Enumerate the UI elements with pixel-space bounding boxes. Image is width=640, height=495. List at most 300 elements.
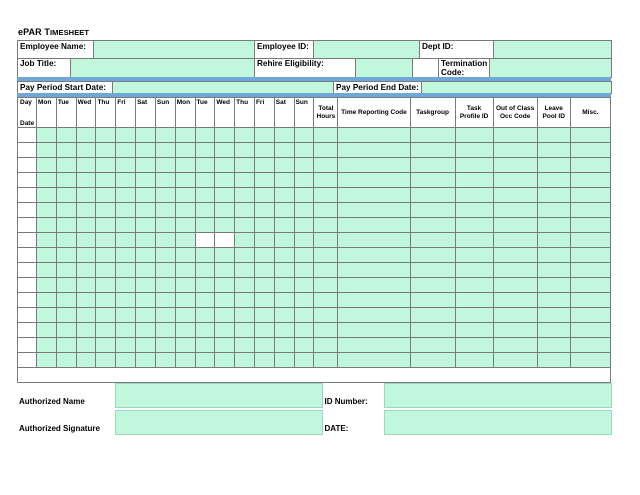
rehire-eligibility-input[interactable]	[356, 59, 413, 78]
hours-cell[interactable]	[155, 128, 175, 143]
leave-pool-id-cell[interactable]	[537, 158, 570, 173]
hours-cell[interactable]	[195, 128, 215, 143]
hours-cell[interactable]	[37, 173, 57, 188]
taskgroup-cell[interactable]	[410, 218, 455, 233]
hours-cell[interactable]	[274, 143, 294, 158]
hours-cell[interactable]	[96, 143, 116, 158]
job-title-input[interactable]	[71, 59, 255, 78]
hours-cell[interactable]	[155, 158, 175, 173]
hours-cell[interactable]	[37, 338, 57, 353]
hours-cell[interactable]	[37, 248, 57, 263]
hours-cell[interactable]	[76, 308, 96, 323]
hours-cell[interactable]	[274, 323, 294, 338]
hours-cell[interactable]	[254, 158, 274, 173]
hours-cell[interactable]	[254, 143, 274, 158]
hours-cell[interactable]	[136, 188, 156, 203]
out-of-class-cell[interactable]	[493, 158, 537, 173]
out-of-class-cell[interactable]	[493, 308, 537, 323]
hours-cell[interactable]	[175, 293, 195, 308]
hours-cell[interactable]	[215, 233, 235, 248]
hours-cell[interactable]	[96, 248, 116, 263]
hours-cell[interactable]	[76, 158, 96, 173]
hours-cell[interactable]	[215, 263, 235, 278]
taskgroup-cell[interactable]	[410, 233, 455, 248]
time-reporting-code-cell[interactable]	[338, 278, 410, 293]
hours-cell[interactable]	[76, 128, 96, 143]
hours-cell[interactable]	[76, 218, 96, 233]
hours-cell[interactable]	[274, 263, 294, 278]
hours-cell[interactable]	[195, 308, 215, 323]
leave-pool-id-cell[interactable]	[537, 128, 570, 143]
taskgroup-cell[interactable]	[410, 338, 455, 353]
hours-cell[interactable]	[116, 233, 136, 248]
hours-cell[interactable]	[175, 188, 195, 203]
hours-cell[interactable]	[235, 293, 255, 308]
hours-cell[interactable]	[76, 353, 96, 368]
hours-cell[interactable]	[215, 278, 235, 293]
hours-cell[interactable]	[235, 188, 255, 203]
hours-cell[interactable]	[254, 263, 274, 278]
total-hours-cell[interactable]	[314, 143, 338, 158]
hours-cell[interactable]	[96, 188, 116, 203]
leave-pool-id-cell[interactable]	[537, 248, 570, 263]
hours-cell[interactable]	[155, 188, 175, 203]
task-profile-id-cell[interactable]	[455, 263, 493, 278]
taskgroup-cell[interactable]	[410, 173, 455, 188]
misc-cell[interactable]	[570, 158, 610, 173]
hours-cell[interactable]	[294, 173, 314, 188]
task-profile-id-cell[interactable]	[455, 308, 493, 323]
termination-code-input[interactable]	[490, 59, 612, 78]
hours-cell[interactable]	[175, 158, 195, 173]
id-number-input[interactable]	[384, 384, 611, 408]
hours-cell[interactable]	[294, 338, 314, 353]
total-hours-cell[interactable]	[314, 173, 338, 188]
time-reporting-code-cell[interactable]	[338, 293, 410, 308]
out-of-class-cell[interactable]	[493, 218, 537, 233]
hours-cell[interactable]	[136, 203, 156, 218]
time-reporting-code-cell[interactable]	[338, 173, 410, 188]
hours-cell[interactable]	[294, 353, 314, 368]
misc-cell[interactable]	[570, 308, 610, 323]
date-cell[interactable]	[18, 173, 37, 188]
taskgroup-cell[interactable]	[410, 353, 455, 368]
total-hours-cell[interactable]	[314, 278, 338, 293]
hours-cell[interactable]	[116, 353, 136, 368]
hours-cell[interactable]	[96, 203, 116, 218]
hours-cell[interactable]	[116, 128, 136, 143]
hours-cell[interactable]	[96, 233, 116, 248]
hours-cell[interactable]	[294, 248, 314, 263]
hours-cell[interactable]	[215, 143, 235, 158]
hours-cell[interactable]	[294, 188, 314, 203]
hours-cell[interactable]	[235, 278, 255, 293]
hours-cell[interactable]	[76, 278, 96, 293]
misc-cell[interactable]	[570, 278, 610, 293]
hours-cell[interactable]	[136, 293, 156, 308]
hours-cell[interactable]	[235, 308, 255, 323]
hours-cell[interactable]	[235, 248, 255, 263]
task-profile-id-cell[interactable]	[455, 128, 493, 143]
hours-cell[interactable]	[56, 233, 76, 248]
total-hours-cell[interactable]	[314, 158, 338, 173]
taskgroup-cell[interactable]	[410, 158, 455, 173]
date-cell[interactable]	[18, 293, 37, 308]
hours-cell[interactable]	[56, 203, 76, 218]
leave-pool-id-cell[interactable]	[537, 263, 570, 278]
hours-cell[interactable]	[274, 218, 294, 233]
hours-cell[interactable]	[175, 353, 195, 368]
hours-cell[interactable]	[195, 233, 215, 248]
date-cell[interactable]	[18, 233, 37, 248]
hours-cell[interactable]	[235, 173, 255, 188]
hours-cell[interactable]	[96, 128, 116, 143]
leave-pool-id-cell[interactable]	[537, 323, 570, 338]
hours-cell[interactable]	[116, 143, 136, 158]
authorized-name-input[interactable]	[115, 384, 322, 408]
task-profile-id-cell[interactable]	[455, 323, 493, 338]
total-hours-cell[interactable]	[314, 308, 338, 323]
misc-cell[interactable]	[570, 128, 610, 143]
leave-pool-id-cell[interactable]	[537, 173, 570, 188]
task-profile-id-cell[interactable]	[455, 278, 493, 293]
hours-cell[interactable]	[274, 203, 294, 218]
hours-cell[interactable]	[235, 143, 255, 158]
total-hours-cell[interactable]	[314, 218, 338, 233]
hours-cell[interactable]	[155, 203, 175, 218]
hours-cell[interactable]	[254, 293, 274, 308]
hours-cell[interactable]	[215, 353, 235, 368]
hours-cell[interactable]	[235, 323, 255, 338]
hours-cell[interactable]	[56, 128, 76, 143]
misc-cell[interactable]	[570, 353, 610, 368]
hours-cell[interactable]	[175, 218, 195, 233]
out-of-class-cell[interactable]	[493, 233, 537, 248]
hours-cell[interactable]	[274, 233, 294, 248]
hours-cell[interactable]	[37, 218, 57, 233]
taskgroup-cell[interactable]	[410, 188, 455, 203]
out-of-class-cell[interactable]	[493, 128, 537, 143]
misc-cell[interactable]	[570, 248, 610, 263]
hours-cell[interactable]	[96, 278, 116, 293]
hours-cell[interactable]	[195, 248, 215, 263]
taskgroup-cell[interactable]	[410, 278, 455, 293]
hours-cell[interactable]	[76, 143, 96, 158]
hours-cell[interactable]	[116, 323, 136, 338]
date-cell[interactable]	[18, 203, 37, 218]
hours-cell[interactable]	[294, 233, 314, 248]
out-of-class-cell[interactable]	[493, 263, 537, 278]
hours-cell[interactable]	[56, 173, 76, 188]
hours-cell[interactable]	[175, 173, 195, 188]
dept-id-input[interactable]	[494, 41, 612, 60]
hours-cell[interactable]	[56, 293, 76, 308]
hours-cell[interactable]	[136, 308, 156, 323]
hours-cell[interactable]	[294, 263, 314, 278]
hours-cell[interactable]	[294, 218, 314, 233]
hours-cell[interactable]	[56, 188, 76, 203]
hours-cell[interactable]	[37, 263, 57, 278]
hours-cell[interactable]	[136, 233, 156, 248]
task-profile-id-cell[interactable]	[455, 203, 493, 218]
hours-cell[interactable]	[155, 173, 175, 188]
total-hours-cell[interactable]	[314, 233, 338, 248]
hours-cell[interactable]	[56, 338, 76, 353]
time-reporting-code-cell[interactable]	[338, 218, 410, 233]
date-cell[interactable]	[18, 158, 37, 173]
hours-cell[interactable]	[116, 188, 136, 203]
time-reporting-code-cell[interactable]	[338, 353, 410, 368]
hours-cell[interactable]	[136, 323, 156, 338]
hours-cell[interactable]	[96, 173, 116, 188]
hours-cell[interactable]	[96, 218, 116, 233]
hours-cell[interactable]	[294, 323, 314, 338]
hours-cell[interactable]	[116, 278, 136, 293]
hours-cell[interactable]	[155, 323, 175, 338]
hours-cell[interactable]	[76, 188, 96, 203]
hours-cell[interactable]	[274, 308, 294, 323]
hours-cell[interactable]	[294, 128, 314, 143]
hours-cell[interactable]	[294, 278, 314, 293]
hours-cell[interactable]	[195, 173, 215, 188]
out-of-class-cell[interactable]	[493, 188, 537, 203]
hours-cell[interactable]	[254, 188, 274, 203]
hours-cell[interactable]	[254, 218, 274, 233]
hours-cell[interactable]	[56, 308, 76, 323]
leave-pool-id-cell[interactable]	[537, 203, 570, 218]
total-hours-cell[interactable]	[314, 203, 338, 218]
leave-pool-id-cell[interactable]	[537, 188, 570, 203]
hours-cell[interactable]	[116, 293, 136, 308]
taskgroup-cell[interactable]	[410, 293, 455, 308]
date-cell[interactable]	[18, 308, 37, 323]
total-hours-cell[interactable]	[314, 248, 338, 263]
hours-cell[interactable]	[215, 188, 235, 203]
hours-cell[interactable]	[116, 338, 136, 353]
date-input[interactable]	[384, 411, 611, 435]
hours-cell[interactable]	[235, 158, 255, 173]
out-of-class-cell[interactable]	[493, 338, 537, 353]
hours-cell[interactable]	[274, 338, 294, 353]
pay-period-start-input[interactable]	[113, 82, 334, 94]
hours-cell[interactable]	[116, 173, 136, 188]
hours-cell[interactable]	[56, 158, 76, 173]
hours-cell[interactable]	[274, 293, 294, 308]
out-of-class-cell[interactable]	[493, 353, 537, 368]
date-cell[interactable]	[18, 143, 37, 158]
date-cell[interactable]	[18, 263, 37, 278]
taskgroup-cell[interactable]	[410, 143, 455, 158]
hours-cell[interactable]	[96, 353, 116, 368]
total-hours-cell[interactable]	[314, 128, 338, 143]
leave-pool-id-cell[interactable]	[537, 293, 570, 308]
hours-cell[interactable]	[195, 188, 215, 203]
hours-cell[interactable]	[56, 248, 76, 263]
hours-cell[interactable]	[96, 323, 116, 338]
hours-cell[interactable]	[175, 128, 195, 143]
total-hours-cell[interactable]	[314, 188, 338, 203]
hours-cell[interactable]	[37, 323, 57, 338]
taskgroup-cell[interactable]	[410, 323, 455, 338]
total-hours-cell[interactable]	[314, 293, 338, 308]
hours-cell[interactable]	[235, 203, 255, 218]
hours-cell[interactable]	[76, 173, 96, 188]
date-cell[interactable]	[18, 353, 37, 368]
date-cell[interactable]	[18, 128, 37, 143]
hours-cell[interactable]	[235, 233, 255, 248]
hours-cell[interactable]	[56, 353, 76, 368]
hours-cell[interactable]	[155, 353, 175, 368]
hours-cell[interactable]	[215, 323, 235, 338]
total-hours-cell[interactable]	[314, 263, 338, 278]
pay-period-end-input[interactable]	[422, 82, 612, 94]
hours-cell[interactable]	[76, 263, 96, 278]
hours-cell[interactable]	[175, 143, 195, 158]
misc-cell[interactable]	[570, 233, 610, 248]
hours-cell[interactable]	[294, 308, 314, 323]
hours-cell[interactable]	[96, 293, 116, 308]
hours-cell[interactable]	[116, 248, 136, 263]
hours-cell[interactable]	[274, 353, 294, 368]
hours-cell[interactable]	[37, 293, 57, 308]
authorized-signature-input[interactable]	[115, 411, 322, 435]
hours-cell[interactable]	[56, 263, 76, 278]
time-reporting-code-cell[interactable]	[338, 188, 410, 203]
hours-cell[interactable]	[254, 338, 274, 353]
hours-cell[interactable]	[195, 263, 215, 278]
task-profile-id-cell[interactable]	[455, 248, 493, 263]
leave-pool-id-cell[interactable]	[537, 308, 570, 323]
hours-cell[interactable]	[175, 203, 195, 218]
task-profile-id-cell[interactable]	[455, 143, 493, 158]
hours-cell[interactable]	[155, 308, 175, 323]
hours-cell[interactable]	[136, 263, 156, 278]
hours-cell[interactable]	[136, 143, 156, 158]
hours-cell[interactable]	[116, 308, 136, 323]
misc-cell[interactable]	[570, 293, 610, 308]
date-cell[interactable]	[18, 338, 37, 353]
hours-cell[interactable]	[175, 233, 195, 248]
time-reporting-code-cell[interactable]	[338, 338, 410, 353]
hours-cell[interactable]	[195, 293, 215, 308]
date-cell[interactable]	[18, 188, 37, 203]
hours-cell[interactable]	[76, 233, 96, 248]
taskgroup-cell[interactable]	[410, 308, 455, 323]
hours-cell[interactable]	[254, 278, 274, 293]
hours-cell[interactable]	[136, 218, 156, 233]
time-reporting-code-cell[interactable]	[338, 233, 410, 248]
hours-cell[interactable]	[56, 218, 76, 233]
out-of-class-cell[interactable]	[493, 203, 537, 218]
hours-cell[interactable]	[215, 338, 235, 353]
total-hours-cell[interactable]	[314, 338, 338, 353]
total-hours-cell[interactable]	[314, 323, 338, 338]
hours-cell[interactable]	[235, 128, 255, 143]
time-reporting-code-cell[interactable]	[338, 308, 410, 323]
hours-cell[interactable]	[274, 173, 294, 188]
hours-cell[interactable]	[37, 128, 57, 143]
time-reporting-code-cell[interactable]	[338, 263, 410, 278]
hours-cell[interactable]	[155, 248, 175, 263]
misc-cell[interactable]	[570, 323, 610, 338]
task-profile-id-cell[interactable]	[455, 353, 493, 368]
misc-cell[interactable]	[570, 143, 610, 158]
hours-cell[interactable]	[274, 158, 294, 173]
hours-cell[interactable]	[155, 263, 175, 278]
hours-cell[interactable]	[136, 353, 156, 368]
hours-cell[interactable]	[96, 263, 116, 278]
leave-pool-id-cell[interactable]	[537, 143, 570, 158]
hours-cell[interactable]	[175, 323, 195, 338]
date-cell[interactable]	[18, 248, 37, 263]
date-cell[interactable]	[18, 218, 37, 233]
hours-cell[interactable]	[215, 128, 235, 143]
out-of-class-cell[interactable]	[493, 323, 537, 338]
hours-cell[interactable]	[235, 353, 255, 368]
hours-cell[interactable]	[254, 248, 274, 263]
misc-cell[interactable]	[570, 338, 610, 353]
time-reporting-code-cell[interactable]	[338, 203, 410, 218]
leave-pool-id-cell[interactable]	[537, 353, 570, 368]
hours-cell[interactable]	[215, 308, 235, 323]
hours-cell[interactable]	[155, 338, 175, 353]
misc-cell[interactable]	[570, 173, 610, 188]
hours-cell[interactable]	[195, 353, 215, 368]
hours-cell[interactable]	[215, 218, 235, 233]
taskgroup-cell[interactable]	[410, 263, 455, 278]
hours-cell[interactable]	[175, 278, 195, 293]
hours-cell[interactable]	[254, 203, 274, 218]
hours-cell[interactable]	[155, 218, 175, 233]
hours-cell[interactable]	[175, 248, 195, 263]
out-of-class-cell[interactable]	[493, 278, 537, 293]
hours-cell[interactable]	[294, 203, 314, 218]
time-reporting-code-cell[interactable]	[338, 143, 410, 158]
hours-cell[interactable]	[195, 218, 215, 233]
employee-id-input[interactable]	[314, 41, 420, 60]
hours-cell[interactable]	[175, 263, 195, 278]
hours-cell[interactable]	[136, 158, 156, 173]
hours-cell[interactable]	[76, 203, 96, 218]
hours-cell[interactable]	[235, 218, 255, 233]
hours-cell[interactable]	[37, 143, 57, 158]
total-hours-cell[interactable]	[314, 353, 338, 368]
leave-pool-id-cell[interactable]	[537, 278, 570, 293]
hours-cell[interactable]	[254, 173, 274, 188]
task-profile-id-cell[interactable]	[455, 188, 493, 203]
out-of-class-cell[interactable]	[493, 173, 537, 188]
hours-cell[interactable]	[294, 143, 314, 158]
hours-cell[interactable]	[195, 143, 215, 158]
hours-cell[interactable]	[155, 143, 175, 158]
hours-cell[interactable]	[294, 293, 314, 308]
hours-cell[interactable]	[37, 203, 57, 218]
time-reporting-code-cell[interactable]	[338, 323, 410, 338]
employee-name-input[interactable]	[94, 41, 255, 60]
task-profile-id-cell[interactable]	[455, 293, 493, 308]
date-cell[interactable]	[18, 323, 37, 338]
hours-cell[interactable]	[37, 353, 57, 368]
leave-pool-id-cell[interactable]	[537, 218, 570, 233]
misc-cell[interactable]	[570, 188, 610, 203]
task-profile-id-cell[interactable]	[455, 338, 493, 353]
hours-cell[interactable]	[155, 293, 175, 308]
hours-cell[interactable]	[254, 308, 274, 323]
misc-cell[interactable]	[570, 218, 610, 233]
hours-cell[interactable]	[175, 308, 195, 323]
hours-cell[interactable]	[76, 338, 96, 353]
hours-cell[interactable]	[215, 293, 235, 308]
